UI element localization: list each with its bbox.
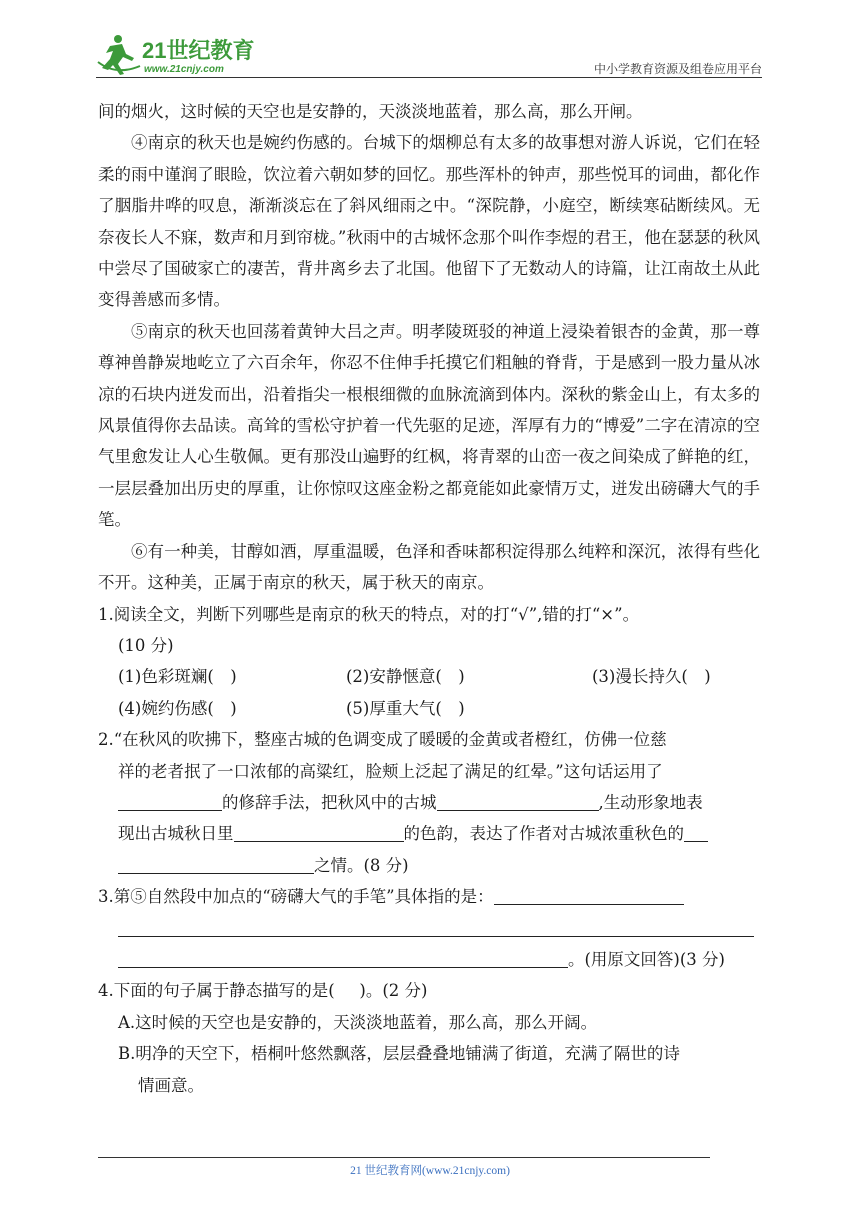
question-1-options-row1 bbox=[98, 661, 760, 692]
passage-paragraph-4: ④南京的秋天也是婉约伤感的。台城下的烟柳总有太多的故事想对游人诉说，它们在轻柔的雨中谨润了眼睑，饮泣着六朝如梦的回忆。那些浑朴的钟声，那些悦耳的词曲，都化作了胭脂井哗的叹息，渐渐淡忘在了斜风细雨之中。“深院静，小庭空，断续寒砧断续风。无奈夜长人不寐，数声和月到帘栊。”秋雨中的古城怀念那个叫作李煜的君王，他在瑟瑟的秋风中尝尽了国破家亡的凄苦，背井离乡去了北国。他留下了无数动人的诗篇，让江南故土从此变得善感而多情。 bbox=[98, 133, 760, 310]
question-2-blanks-line3: 之情。(8 分) bbox=[98, 850, 760, 881]
option-5: (5)厚重大气( ) bbox=[346, 698, 465, 718]
page-header bbox=[96, 30, 762, 80]
question-2 bbox=[98, 724, 760, 881]
question-3 bbox=[98, 881, 760, 975]
passage-paragraph-6: ⑥有一种美，甘醇如酒，厚重温暖，色泽和香味都积淀得那么纯粹和深沉，浓得有些化不开。这种美，正属于南京的秋天，属于秋天的南京。 bbox=[98, 541, 760, 593]
logo-text: 21世纪教育 bbox=[142, 38, 255, 63]
question-1-text: 1.阅读全文，判断下列哪些是南京的秋天的特点，对的打“√”,错的打“×”。 bbox=[98, 604, 640, 624]
answer-blank[interactable] bbox=[234, 823, 404, 842]
question-2-blanks-line1: 的修辞手法，把秋风中的古城 ,生动形象地表 bbox=[98, 787, 760, 818]
option-2: (2)安静惬意( ) bbox=[346, 667, 465, 687]
question-3-answer-line-end: 。(用原文回答)(3 分) bbox=[98, 944, 760, 975]
logo-url: www.21cnjy.com bbox=[144, 64, 224, 75]
answer-blank[interactable] bbox=[118, 918, 754, 937]
question-2-blanks-line2: 现出古城秋日里 的色韵，表达了作者对古城浓重秋色的 bbox=[98, 818, 760, 849]
answer-blank[interactable] bbox=[437, 792, 599, 811]
passage-paragraph-5: ⑤南京的秋天也回荡着黄钟大吕之声。明孝陵斑驳的神道上浸染着银杏的金黄，那一尊尊神兽静炭地屹立了六百余年，你忍不住伸手托摸它们粗触的脊背，于是感到一股力量从冰凉的石块内迸发而出，沿着指尖一根根细微的血脉流滴到体内。深秋的紫金山上，有太多的风景值得你去品读。高耸的雪松守护着一代先驱的足迹，浑厚有力的“博爱”二字在清凉的空气里愈发让人心生敬佩。更有那没山遍野的红枫，将青翠的山峦一夜之间染成了鲜艳的红，一层层叠加出历史的厚重，让你惊叹这座金粉之都竟能如此豪情万丈，迸发出磅礴大气的手笔。 bbox=[98, 321, 760, 530]
page-footer: 21 世纪教育网(www.21cnjy.com) bbox=[350, 1165, 510, 1177]
passage-line: 间的烟火，这时候的天空也是安静的，天淡淡地蓝着，那么高，那么开闸。 bbox=[98, 102, 643, 121]
footer-divider bbox=[98, 1157, 710, 1158]
answer-blank[interactable] bbox=[118, 949, 568, 968]
question-4-text: 4.下面的句子属于静态描写的是( )。(2 分) bbox=[98, 981, 428, 1001]
question-3-answer-line bbox=[98, 913, 760, 944]
answer-blank[interactable] bbox=[684, 823, 708, 842]
question-1 bbox=[98, 599, 760, 725]
answer-blank[interactable] bbox=[118, 792, 222, 811]
option-3: (3)漫长持久( ) bbox=[592, 667, 711, 687]
answer-blank[interactable] bbox=[118, 855, 314, 874]
document-body bbox=[98, 96, 760, 1101]
question-1-score: (10 分) bbox=[118, 635, 174, 655]
question-2-text: 2.“在秋风的吹拂下，整座古城的色调变成了暖暖的金黄或者橙红，仿佛一位慈 bbox=[98, 730, 667, 750]
header-divider bbox=[96, 77, 762, 78]
question-4-option-b: B.明净的天空下，梧桐叶悠然飘落，层层叠叠地铺满了街道，充满了隔世的诗 bbox=[118, 1044, 680, 1064]
question-4-option-a: A.这时候的天空也是安静的，天淡淡地蓝着，那么高，那么开阔。 bbox=[118, 1012, 598, 1032]
option-1: (1)色彩斑斓( ) bbox=[118, 667, 237, 687]
option-4: (4)婉约伤感( ) bbox=[118, 698, 237, 718]
question-4 bbox=[98, 975, 760, 1101]
question-4-option-b-cont: 情画意。 bbox=[138, 1075, 204, 1095]
question-3-text: 3.第⑤自然段中加点的“磅礴大气的手笔”具体指的是： bbox=[98, 881, 760, 912]
runner-icon bbox=[98, 35, 140, 75]
header-platform-text: 中小学教育资源及组卷应用平台 bbox=[593, 62, 762, 76]
logo bbox=[96, 32, 266, 76]
question-2-text-cont: 祥的老者抿了一口浓郁的高粱红，脸颊上泛起了满足的红晕。”这句话运用了 bbox=[118, 761, 663, 781]
answer-blank[interactable] bbox=[494, 886, 684, 905]
question-1-options-row2 bbox=[98, 693, 760, 724]
